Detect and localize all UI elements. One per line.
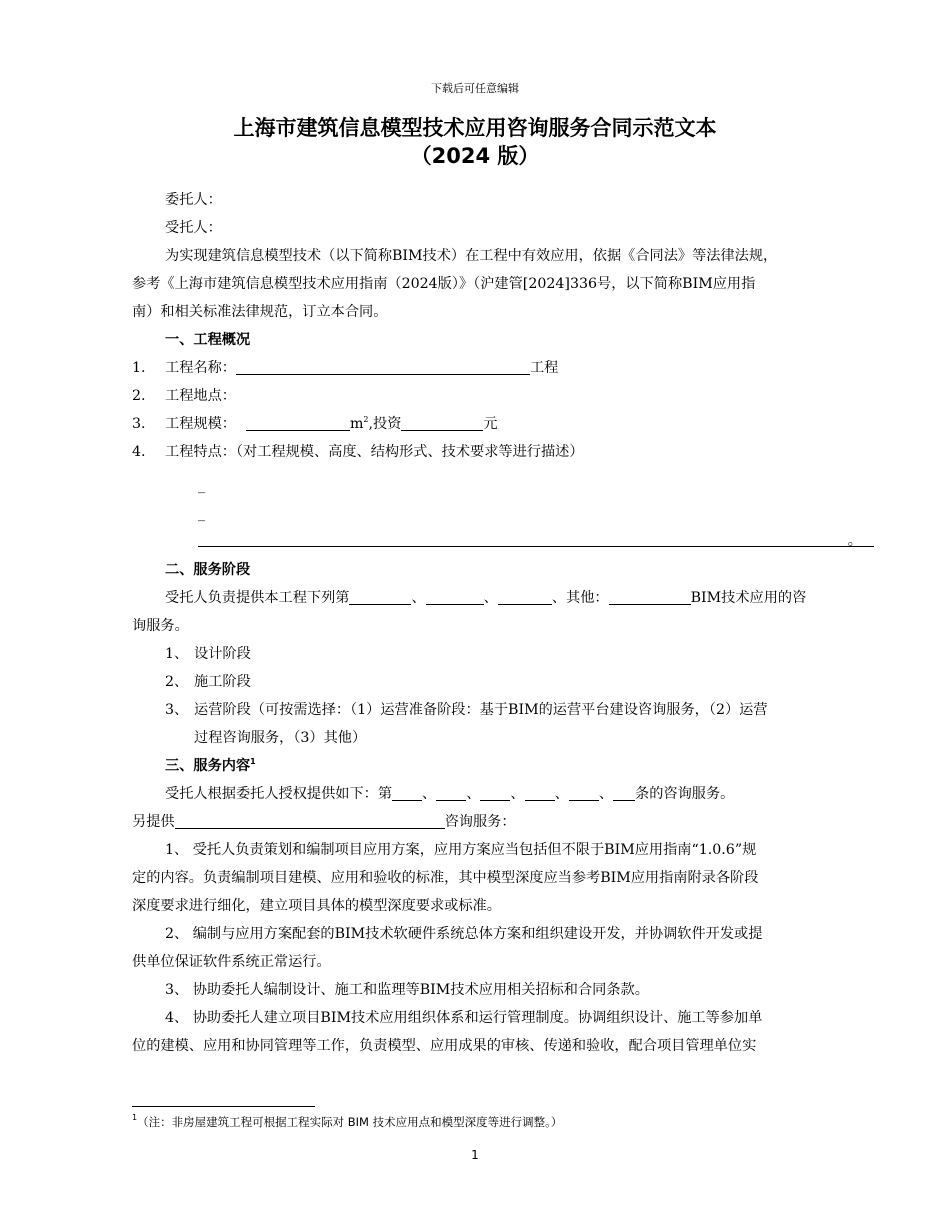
clause-blank-3[interactable] xyxy=(480,784,510,801)
intro-line-1: 为实现建筑信息模型技术（以下简称BIM技术）在工程中有效应用，依据《合同法》等法律法规， xyxy=(165,248,778,264)
investment-blank[interactable] xyxy=(401,414,483,431)
clause-blank-5[interactable] xyxy=(569,784,599,801)
document-title xyxy=(0,114,950,170)
content-para-4-line-2: 位的建模、应用和协同管理等工作，负责模型、应用成果的审核、传递和验收，配合项目管理单位实 xyxy=(132,1038,757,1054)
project-scale-line xyxy=(132,410,862,438)
content-para-1-line-1: 1、 受托人负责策划和编制项目应用方案，应用方案应当包括但不限于BIM应用指南“1.0.6”规 xyxy=(165,842,757,858)
footnote xyxy=(132,1114,562,1130)
footnote-text: （注：非房屋建筑工程可根据工程实际对 BIM 技术应用点和模型深度等进行调整。） xyxy=(137,1115,563,1129)
project-name-blank[interactable] xyxy=(236,358,530,375)
service-stage-line xyxy=(132,584,862,612)
item-label: 工程特点：（对工程规模、高度、结构形式、技术要求等进行描述） xyxy=(165,444,584,460)
project-features-line xyxy=(132,438,862,466)
title-line-2: （2024 版） xyxy=(410,144,540,168)
stage-blank-2[interactable] xyxy=(426,588,484,605)
features-blank-1[interactable]: _ xyxy=(198,478,206,494)
service-stage-cont: 询服务。 xyxy=(132,618,189,634)
unit-superscript: 2 xyxy=(363,415,369,424)
intro-line-3: 南）和相关标准法律规范，订立本合同。 xyxy=(132,304,388,320)
page-header: 下载后可任意编辑 xyxy=(431,82,519,95)
page-number: 1 xyxy=(471,1148,479,1162)
stage-item-3-cont: 过程咨询服务，（3）其他） xyxy=(194,730,367,746)
separator: 、 xyxy=(483,590,498,606)
client-line: 委托人： xyxy=(165,192,222,208)
service-stage-text: 受托人负责提供本工程下列第 xyxy=(165,590,350,606)
stage-other-blank[interactable] xyxy=(609,588,691,605)
item-number: 1. xyxy=(132,360,146,376)
project-location-line xyxy=(132,382,862,410)
contractor-line: 受托人： xyxy=(165,220,222,236)
section-heading-2: 二、服务阶段 xyxy=(165,562,251,578)
stage-item-2: 2、 施工阶段 xyxy=(165,674,251,690)
clause-blank-4[interactable] xyxy=(525,784,555,801)
clause-blank-1[interactable] xyxy=(392,784,422,801)
content-para-2-line-2: 供单位保证软件系统正常运行。 xyxy=(132,954,331,970)
content-para-1-line-2: 定的内容。负责编制项目建模、应用和验收的标准，其中模型深度应当参考BIM应用指南附录各阶段 xyxy=(132,870,759,886)
clause-blank-2[interactable] xyxy=(436,784,466,801)
content-para-1-line-3: 深度要求进行细化，建立项目具体的模型深度要求或标准。 xyxy=(132,898,501,914)
item-label: 工程规模： xyxy=(165,416,236,432)
item-suffix: 元 xyxy=(483,416,498,432)
investment-label: ,投资 xyxy=(368,416,402,432)
item-label: 工程地点： xyxy=(165,388,236,404)
content-para-3-line-1: 3、 协助委托人编制设计、施工和监理等BIM技术应用相关招标和合同条款。 xyxy=(165,982,649,998)
stage-blank-1[interactable] xyxy=(349,588,411,605)
service-stage-text-2: BIM技术应用的咨 xyxy=(690,590,807,606)
content-para-2-line-1: 2、 编制与应用方案配套的BIM技术软硬件系统总体方案和组织建设开发，并协调软件开发或提 xyxy=(165,926,763,942)
intro-line-2: 参考《上海市建筑信息模型技术应用指南（2024版）》（沪建管[2024]336号，以下简称BIM应用指 xyxy=(132,276,756,292)
title-line-1: 上海市建筑信息模型技术应用咨询服务合同示范文本 xyxy=(233,116,717,140)
content-para-4-line-1: 4、 协助委托人建立项目BIM技术应用组织体系和运行管理制度。协调组织设计、施工等参加单 xyxy=(165,1010,763,1026)
item-label: 工程名称： xyxy=(165,360,236,376)
item-number: 3. xyxy=(132,416,146,432)
area-unit: m xyxy=(349,416,364,432)
additional-service-line: 另提供 咨询服务： xyxy=(132,814,516,830)
stage-blank-3[interactable] xyxy=(498,588,552,605)
footnote-number: 1 xyxy=(132,1113,138,1122)
item-suffix: 工程 xyxy=(529,360,559,376)
clause-blank-6[interactable] xyxy=(613,784,635,801)
footnote-separator xyxy=(132,1106,315,1107)
project-name-line xyxy=(132,354,862,382)
long-underline xyxy=(198,546,874,547)
service-content-line: 受托人根据委托人授权提供如下：第 、 、 、 、 、 条的咨询服务。 xyxy=(165,786,735,802)
section-heading-3: 三、服务内容$^1$ xyxy=(165,757,256,774)
features-blank-2[interactable]: _ xyxy=(198,506,206,522)
other-label: 、其他： xyxy=(551,590,609,606)
separator: 、 xyxy=(411,590,426,606)
scale-blank[interactable] xyxy=(246,414,350,431)
end-mark: 。 xyxy=(847,533,862,549)
features-long-blank[interactable] xyxy=(132,528,862,556)
item-number: 4. xyxy=(132,444,146,460)
item-number: 2. xyxy=(132,388,146,404)
service-content-text: 受托人根据委托人授权提供如下：第 xyxy=(165,786,393,802)
footnote-ref[interactable]: 1 xyxy=(250,757,256,766)
stage-item-1: 1、 设计阶段 xyxy=(165,646,251,662)
stage-item-3: 3、 运营阶段（可按需选择：（1）运营准备阶段：基于BIM的运营平台建设咨询服务，（2）运营 xyxy=(165,702,768,718)
additional-service-blank[interactable] xyxy=(175,812,445,829)
section-heading-1: 一、工程概况 xyxy=(165,332,251,348)
document-body xyxy=(132,186,862,1060)
